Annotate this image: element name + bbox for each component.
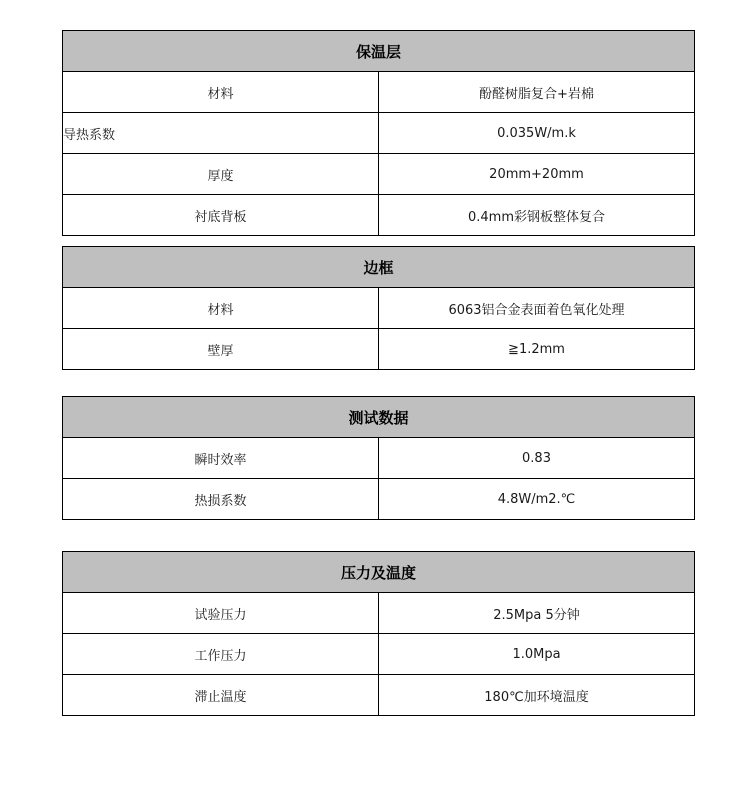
table-header-row <box>63 552 695 593</box>
table-header-row <box>63 397 695 438</box>
row-value: 0.4mm彩钢板整体复合 <box>379 195 695 236</box>
pressure-temperature-table <box>62 551 695 716</box>
test-data-table <box>62 396 695 520</box>
row-value: 1.0Mpa <box>379 634 695 675</box>
table-header-row <box>63 31 695 72</box>
row-value: 2.5Mpa 5分钟 <box>379 593 695 634</box>
table-row <box>63 154 695 195</box>
row-label: 热损系数 <box>63 479 379 520</box>
row-label: 滞止温度 <box>63 675 379 716</box>
row-value: 4.8W/m2.℃ <box>379 479 695 520</box>
table-header-row <box>63 247 695 288</box>
row-value: 0.035W/m.k <box>379 113 695 154</box>
row-label: 导热系数 <box>63 113 379 154</box>
table-row <box>63 675 695 716</box>
insulation-layer-table <box>62 30 695 236</box>
table-title: 保温层 <box>63 31 695 72</box>
row-label: 试验压力 <box>63 593 379 634</box>
frame-table <box>62 246 695 370</box>
row-value: 20mm+20mm <box>379 154 695 195</box>
row-label: 工作压力 <box>63 634 379 675</box>
table-title: 压力及温度 <box>63 552 695 593</box>
row-label: 厚度 <box>63 154 379 195</box>
table-row <box>63 479 695 520</box>
row-label: 衬底背板 <box>63 195 379 236</box>
table-row <box>63 195 695 236</box>
row-value: 180℃加环境温度 <box>379 675 695 716</box>
row-value: 0.83 <box>379 438 695 479</box>
table-title: 测试数据 <box>63 397 695 438</box>
table-row <box>63 113 695 154</box>
table-row <box>63 329 695 370</box>
table-row <box>63 634 695 675</box>
row-label: 材料 <box>63 288 379 329</box>
row-label: 瞬时效率 <box>63 438 379 479</box>
table-title: 边框 <box>63 247 695 288</box>
row-label: 材料 <box>63 72 379 113</box>
table-row <box>63 593 695 634</box>
table-row <box>63 72 695 113</box>
table-row <box>63 288 695 329</box>
row-value: 酚醛树脂复合+岩棉 <box>379 72 695 113</box>
table-row <box>63 438 695 479</box>
row-value: ≧1.2mm <box>379 329 695 370</box>
row-value: 6063铝合金表面着色氧化处理 <box>379 288 695 329</box>
row-label: 壁厚 <box>63 329 379 370</box>
